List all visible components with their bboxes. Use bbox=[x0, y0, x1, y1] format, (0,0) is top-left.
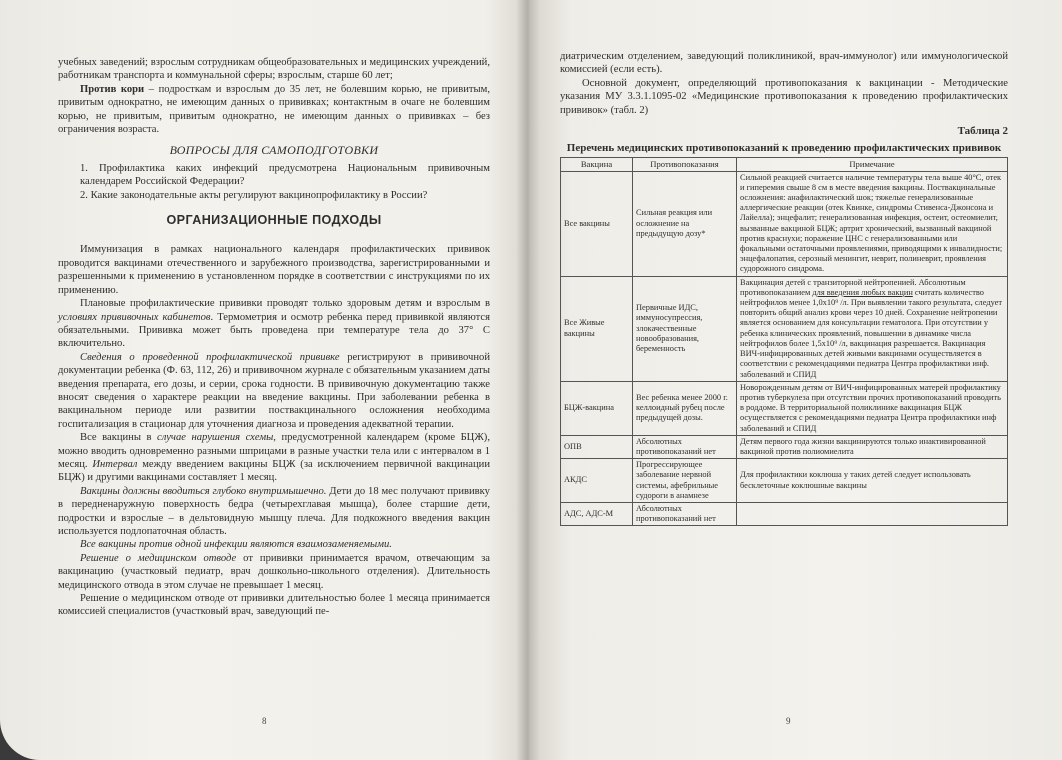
paragraph bbox=[58, 351, 490, 431]
italic-span: Интервал bbox=[92, 458, 138, 470]
italic-span: условиях прививочных кабинетов bbox=[58, 311, 211, 323]
paragraph: Все вакцины против одной инфекции являются взаимозаменяемыми. bbox=[80, 539, 392, 551]
question-item: 2. Какие законодательные акты регулируют вакцинопрофилактику в России? bbox=[80, 189, 428, 201]
contraindication-cell: Сильная реакция или осложнение на предыдущую дозу* bbox=[633, 171, 737, 276]
questions-list bbox=[58, 162, 490, 202]
question-item: 1. Профилактика каких инфекций предусмотрена Национальным прививочным календарем Российской Федерации? bbox=[80, 162, 490, 188]
paragraph-measles bbox=[58, 83, 490, 137]
vaccine-cell: ОПВ bbox=[561, 435, 633, 458]
note-cell: Для профилактики коклюша у таких детей следует использовать бесклеточные коклюшные вакцины bbox=[737, 459, 1008, 503]
italic-span: Сведения о проведенной профилактической прививке bbox=[80, 351, 340, 363]
contraindication-cell: Первичные ИДС, иммуносупрессия, злокачественные новообразования, беременность bbox=[633, 276, 737, 381]
table-row bbox=[561, 435, 1008, 458]
vaccine-cell: АДС, АДС-М bbox=[561, 502, 633, 525]
paragraph: учебных заведений; взрослым сотрудникам общеобразовательных и медицинских учреждений, работникам транспорта и коммунальной сферы; взрослым, старше 60 лет; bbox=[58, 57, 490, 82]
note-cell: Сильной реакцией считается наличие температуры тела выше 40°С, отек и гиперемия свыше 8 см в месте введения вакцины. Поствакцинальные осложнения: анафилактический шок; тяжелые генерализованные аллергические реакции (отек Квинке, синдромы Стивенса-Джонсона и Лайелла); энцефалит; генерализованная инфекция, остеит, остеомиелит, вызванные вакциной БЦЖ; артрит хронический, вызванный вакциной против краснухи; поражение ЦНС с генерализованными или фокальными остаточными проявлениями, приводящими к инвалидности; энцефалопатия, серозный менингит, неврит, полиневрит, проявления судорожного синдрома. bbox=[737, 171, 1008, 276]
paragraph bbox=[58, 431, 490, 485]
italic-span: Вакцины должны вводиться глубоко внутримышечно. bbox=[80, 485, 327, 497]
text-span: Все вакцины в bbox=[80, 432, 158, 444]
left-page-text bbox=[58, 56, 490, 619]
text-span: Плановые профилактические прививки проводят только здоровым детям и взрослым в bbox=[80, 298, 490, 310]
vaccine-cell: АКДС bbox=[561, 459, 633, 503]
underlined-span: для введения любых вакцин bbox=[812, 287, 913, 297]
paragraph: диатрическим отделением, заведующий поликлиникой, врач-иммунолог) или иммунологической комиссией (если есть). bbox=[560, 51, 1008, 76]
vaccine-cell: Все Живые вакцины bbox=[561, 276, 633, 381]
text-span: Дети до 18 мес получают прививку в передненаружную поверхность бедра (четырехглавая мышца), более старшие дети, подростки и взрослые – в дельтовидную мышцу плеча. Для подкожного введения вакцин используется подлопаточная область. bbox=[58, 485, 490, 537]
table-header-row bbox=[561, 158, 1008, 171]
page-number: 8 bbox=[262, 716, 267, 726]
bold-term: Против кори bbox=[80, 83, 145, 95]
paragraph: Иммунизация в рамках национального календаря профилактических прививок проводится вакцинами отечественного и зарубежного производства, зарегистрированными и разрешенными к применению в установленном порядке в соответствии с инструкциями по их применению. bbox=[58, 244, 490, 296]
text-span: от прививки принимается врачом, отвечающим за вакцинацию (участковый педиатр, врач дошкольно-школьного отделения). Длительность медицинского отвода в этом случае не превышает 1 месяц. bbox=[58, 552, 490, 591]
vaccine-cell: Все вакцины bbox=[561, 171, 633, 276]
right-page-text bbox=[560, 50, 1008, 526]
contraindications-table bbox=[560, 157, 1008, 526]
table-row bbox=[561, 171, 1008, 276]
contraindication-cell: Абсолютных противопоказаний нет bbox=[633, 502, 737, 525]
questions-heading: ВОПРОСЫ ДЛЯ САМОПОДГОТОВКИ bbox=[169, 143, 379, 158]
paragraph bbox=[58, 297, 490, 351]
paragraph bbox=[58, 552, 490, 592]
page-number: 9 bbox=[786, 716, 791, 726]
table-row bbox=[561, 381, 1008, 435]
contraindication-cell: Абсолютных противопоказаний нет bbox=[633, 435, 737, 458]
italic-span: случае нарушения схемы bbox=[157, 432, 274, 444]
column-header: Противопоказания bbox=[633, 158, 737, 171]
text-span: Вакцинация детей с транзиторной нейтропенией. Абсолютным противопоказанием bbox=[740, 277, 966, 297]
table-caption: Перечень медицинских противопоказаний к проведению профилактических прививок bbox=[566, 142, 1002, 155]
contraindication-cell: Вес ребенка менее 2000 г. келлоидный рубец после предыдущей дозы. bbox=[633, 381, 737, 435]
paragraph: Решение о медицинском отводе от прививки длительностью более 1 месяца принимается комиссией специалистов (участковый врач, заведующий пе- bbox=[58, 593, 490, 618]
note-cell bbox=[737, 276, 1008, 381]
left-page bbox=[0, 0, 528, 760]
column-header: Вакцина bbox=[561, 158, 633, 171]
text-span: регистрируют в прививочной документации ребенка (Ф. 63, 112, 26) и прививочном журнале с обязательным указанием даты введения препарата, его дозы, и серии, срока годности. В прививочную документацию также вносят сведения о характере реакции на введение вакцины. При заболевании ребенка в вакцинальном периоде или развитии поствакцинального осложнения необходима госпитализация в стационар для уточнения диагноза и проведения адекватной терапии. bbox=[58, 351, 490, 430]
paragraph: Основной документ, определяющий противопоказания к вакцинации - Методические указания МУ 3.3.1.1095-02 «Медицинские противопоказания к проведению профилактических прививок» (табл. 2) bbox=[560, 77, 1008, 116]
contraindication-cell: Прогрессирующее заболевание нервной системы, афебрильные судороги в анамнезе bbox=[633, 459, 737, 503]
paragraph bbox=[58, 485, 490, 539]
text-span: . Термометрия и осмотр ребенка перед прививкой являются обязательными. Прививка может быть проведена при температуре тела до 37° С включительно. bbox=[58, 311, 490, 350]
table-number: Таблица 2 bbox=[957, 125, 1008, 138]
table-row bbox=[561, 459, 1008, 503]
note-cell: Новорожденным детям от ВИЧ-инфицированных матерей профилактику против туберкулеза при отсутствии прочих противопоказаний проводить в роддоме. В территориальной поликлинике вакцинация БЦЖ осуществляется с рекомендациями педиатра Центра профилактики инф заболеваний и СПИД bbox=[737, 381, 1008, 435]
note-cell: Детям первого года жизни вакцинируются только инактивированной вакциной против полиомиелита bbox=[737, 435, 1008, 458]
column-header: Примечание bbox=[737, 158, 1008, 171]
text-span: между введением вакцины БЦЖ (за исключением первичной вакцинации БЦЖ) и другими вакцинами составляет 1 месяц. bbox=[58, 458, 490, 484]
italic-span: Решение о медицинском отводе bbox=[80, 552, 237, 564]
text-span: , предусмотренной календарем (кроме БЦЖ), можно вводить одновременно разными шприцами в разные участки тела или с интервалом в 1 месяц. bbox=[58, 432, 490, 470]
text-span: – подросткам и взрослым до 35 лет, не болевшим корью, не привитым, привитым однократно, не имеющим данных о прививках; контактным в очаге не болевшим корью, не привитым, привитым однократно, не имеющим данных о прививках – без ограничения возраста. bbox=[58, 83, 490, 136]
table-row bbox=[561, 502, 1008, 525]
table-row bbox=[561, 276, 1008, 381]
text-span: считать количество нейтрофилов менее 1,0х10⁹ /л. При выявлении такого результата, следует повторить общий анализ крови через 10 дней. Сохранение нейтропении является основанием для консультации гематолога. При отсутствии у ребенка клинических проявлений, повышении в динамике числа нейтрофилов более 1,5х10⁹ /л, вакцинация разрешается. Вакцинация ВИЧ-инфицированных детей живыми вакцинами осуществляется в соответствии с рекомендациями педиатра Центра профилактики инф. заболеваний и СПИД bbox=[740, 287, 1003, 379]
section-heading: ОРГАНИЗАЦИОННЫЕ ПОДХОДЫ bbox=[166, 213, 382, 228]
book-gutter-shadow bbox=[516, 0, 540, 760]
note-cell bbox=[737, 502, 1008, 525]
vaccine-cell: БЦЖ-вакцина bbox=[561, 381, 633, 435]
